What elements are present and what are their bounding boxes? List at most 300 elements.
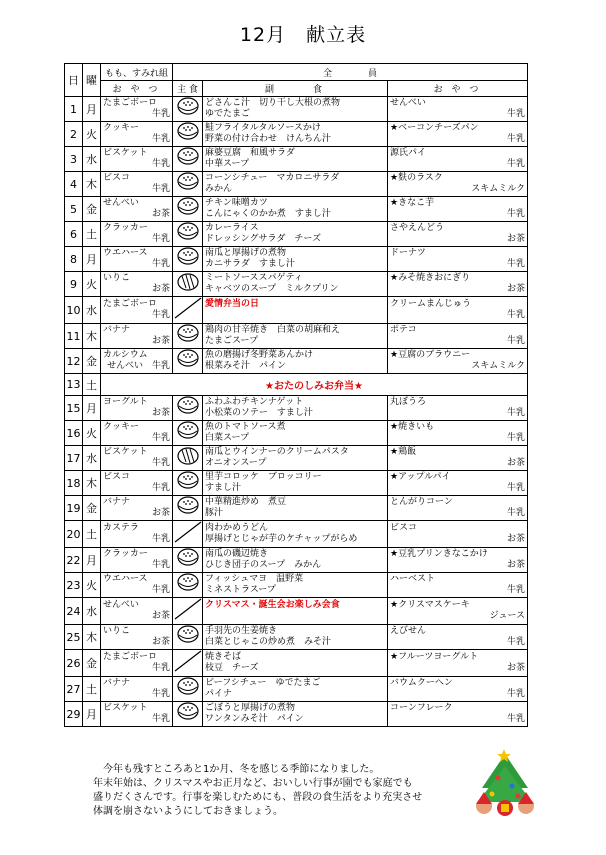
snack-item: カステラ xyxy=(103,523,139,533)
snack-drink: 牛乳 xyxy=(151,159,170,169)
afternoon-snack-cell xyxy=(388,446,528,471)
side-dish-cell xyxy=(203,496,388,521)
snack-cell xyxy=(101,97,173,122)
staple-icon-cell xyxy=(173,573,203,598)
afternoon-snack-drink: 牛乳 xyxy=(507,637,526,647)
side-dish-line xyxy=(203,611,387,622)
table-row xyxy=(65,147,528,172)
afternoon-snack-drink: お茶 xyxy=(507,284,526,294)
side-dish-line: こんにゃくのかか煮 すまし汁 xyxy=(205,209,331,219)
afternoon-snack-drink: 牛乳 xyxy=(507,159,526,169)
day-cell: 8 xyxy=(65,247,83,272)
table-row xyxy=(65,324,528,349)
weekday-cell: 土 xyxy=(83,222,101,247)
snack-drink: 牛乳 xyxy=(151,585,170,595)
afternoon-snack-cell xyxy=(388,677,528,702)
day-cell: 19 xyxy=(65,496,83,521)
diagonal-slash-icon xyxy=(173,521,203,543)
rice-bowl-icon xyxy=(176,625,200,645)
weekday-cell: 金 xyxy=(83,197,101,222)
table-row xyxy=(65,625,528,650)
staple-icon-cell xyxy=(173,521,203,548)
side-dish-line: ひじき団子のスープ みかん xyxy=(205,560,322,570)
weekday-cell: 土 xyxy=(83,677,101,702)
weekday-cell: 金 xyxy=(83,650,101,677)
staple-icon-cell xyxy=(173,172,203,197)
side-dish-line: ミネストラスープ xyxy=(205,585,276,595)
afternoon-snack-drink: 牛乳 xyxy=(507,585,526,595)
afternoon-snack-drink: お茶 xyxy=(507,534,526,544)
afternoon-snack-cell xyxy=(388,324,528,349)
staple-icon-cell xyxy=(173,650,203,677)
afternoon-snack-drink: 牛乳 xyxy=(507,209,526,219)
day-cell: 20 xyxy=(65,521,83,548)
day-cell: 17 xyxy=(65,446,83,471)
side-dish-cell xyxy=(203,702,388,727)
side-dish-cell xyxy=(203,222,388,247)
weekday-cell: 水 xyxy=(83,147,101,172)
snack-cell xyxy=(101,521,173,548)
snack-cell xyxy=(101,197,173,222)
day-cell: 12 xyxy=(65,349,83,374)
afternoon-snack-item: ★フルーツヨーグルト xyxy=(390,652,479,662)
weekday-cell: 水 xyxy=(83,446,101,471)
weekday-cell: 火 xyxy=(83,122,101,147)
header-shushoku: 主 食 xyxy=(173,81,203,97)
rice-bowl-icon xyxy=(176,471,200,491)
side-dish-line: 南瓜の磯辺焼き xyxy=(205,549,269,559)
rice-bowl-icon xyxy=(176,172,200,192)
side-dish-line: キャベツのスープ ミルクプリン xyxy=(205,284,339,294)
snack-drink: 牛乳 xyxy=(151,234,170,244)
snack-item: バナナ xyxy=(103,678,131,688)
table-row xyxy=(65,548,528,573)
snack-item: ウエハース xyxy=(103,574,148,584)
rice-bowl-icon xyxy=(176,97,200,117)
staple-icon-cell xyxy=(173,677,203,702)
snack-item: せんべい xyxy=(103,198,139,208)
afternoon-snack-drink: スキムミルク xyxy=(471,184,526,194)
side-dish-line: ごぼうと厚揚げの煮物 xyxy=(205,703,296,713)
side-dish-line: 小松菜のソテー すまし汁 xyxy=(205,408,313,418)
weekday-cell: 木 xyxy=(83,324,101,349)
snack-cell xyxy=(101,247,173,272)
snack-drink: 牛乳 xyxy=(151,134,170,144)
snack-item: ウエハース xyxy=(103,248,148,258)
afternoon-snack-cell xyxy=(388,197,528,222)
side-dish-line: 枝豆 チーズ xyxy=(205,663,259,673)
snack-item: いりこ xyxy=(103,273,131,283)
rice-bowl-icon xyxy=(176,349,200,369)
side-dish-cell xyxy=(203,677,388,702)
snack-drink: お茶 xyxy=(151,508,170,518)
snack-drink: 牛乳 xyxy=(151,714,170,724)
rice-bowl-icon xyxy=(176,702,200,722)
side-dish-line: 厚揚げとじゃが芋のケチャップがらめ xyxy=(205,534,358,544)
afternoon-snack-drink: 牛乳 xyxy=(507,336,526,346)
rice-bowl-icon xyxy=(176,247,200,267)
side-dish-line: 豚汁 xyxy=(205,508,224,518)
side-dish-line xyxy=(203,310,387,321)
notes xyxy=(93,763,422,819)
side-dish-cell xyxy=(203,122,388,147)
day-cell: 5 xyxy=(65,197,83,222)
side-dish-line: カレーライス xyxy=(205,223,259,233)
note-line: 今年も残すところあと1か月、冬を感じる季節になりました。 xyxy=(93,764,380,775)
table-row xyxy=(65,598,528,625)
snack-item: ビスコ xyxy=(103,472,131,482)
table-row xyxy=(65,677,528,702)
side-dish-line: コーンシチュー マカロニサラダ xyxy=(205,173,340,183)
snack-drink: 牛乳 xyxy=(151,310,170,320)
rice-bowl-icon xyxy=(176,396,200,416)
snack-drink: 牛乳 xyxy=(151,109,170,119)
snack-item: たまごボーロ xyxy=(103,652,158,662)
side-dish-cell xyxy=(203,625,388,650)
rice-bowl-icon xyxy=(176,222,200,242)
afternoon-snack-drink: スキムミルク xyxy=(471,361,526,371)
snack-cell xyxy=(101,324,173,349)
side-dish-cell xyxy=(203,598,388,625)
side-dish-line: カニサラダ すまし汁 xyxy=(205,259,295,269)
snack-cell xyxy=(101,122,173,147)
table-row xyxy=(65,349,528,374)
snack-cell xyxy=(101,349,173,374)
weekday-cell: 月 xyxy=(83,247,101,272)
table-row xyxy=(65,297,528,324)
table-row xyxy=(65,421,528,446)
afternoon-snack-item: ポテコ xyxy=(390,325,417,335)
snack-item: バナナ xyxy=(103,325,131,335)
weekday-cell: 月 xyxy=(83,548,101,573)
afternoon-snack-cell xyxy=(388,496,528,521)
side-dish-line: オニオンスープ xyxy=(205,458,267,468)
table-row xyxy=(65,272,528,297)
side-dish-cell xyxy=(203,324,388,349)
afternoon-snack-item: ★クリスマスケーキ xyxy=(390,600,470,610)
afternoon-snack-cell xyxy=(388,650,528,677)
side-dish-line: 南瓜とウインナーのクリームパスタ xyxy=(205,447,349,457)
day-cell: 9 xyxy=(65,272,83,297)
side-dish-cell xyxy=(203,272,388,297)
afternoon-snack-item: ★きなこ芋 xyxy=(390,198,435,208)
snack-cell xyxy=(101,147,173,172)
staple-icon-cell xyxy=(173,247,203,272)
snack-cell xyxy=(101,297,173,324)
weekday-cell: 木 xyxy=(83,172,101,197)
snack-item: カルシウム xyxy=(103,350,148,360)
afternoon-snack-item: ★みそ焼きおにぎり xyxy=(390,273,471,283)
snack-drink: お茶 xyxy=(151,336,170,346)
afternoon-snack-drink: お茶 xyxy=(507,458,526,468)
rice-bowl-icon xyxy=(176,573,200,593)
snack-cell xyxy=(101,421,173,446)
weekday-cell: 水 xyxy=(83,598,101,625)
side-dish-cell xyxy=(203,446,388,471)
snack-drink: 牛乳 xyxy=(151,458,170,468)
header-classes: もも、すみれ組 xyxy=(101,64,173,81)
snack-cell xyxy=(101,677,173,702)
side-dish-line: 南瓜と厚揚げの煮物 xyxy=(205,248,287,258)
weekday-cell: 土 xyxy=(83,374,101,396)
afternoon-snack-drink: ジュース xyxy=(489,611,526,621)
snack-cell xyxy=(101,548,173,573)
side-dish-cell xyxy=(203,147,388,172)
side-dish-line: すまし汁 xyxy=(205,483,242,493)
side-dish-cell xyxy=(203,471,388,496)
weekday-cell: 金 xyxy=(83,496,101,521)
staple-icon-cell xyxy=(173,598,203,625)
bread-icon xyxy=(176,272,200,292)
side-dish-line: ワンタンみそ汁 パイン xyxy=(205,714,304,724)
afternoon-snack-item: せんべい xyxy=(390,98,426,108)
snack-item: せんべい xyxy=(103,600,139,610)
weekday-cell: 火 xyxy=(83,573,101,598)
day-cell: 24 xyxy=(65,598,83,625)
snack-cell xyxy=(101,172,173,197)
bread-icon xyxy=(176,446,200,466)
weekday-cell: 火 xyxy=(83,421,101,446)
afternoon-snack-drink: 牛乳 xyxy=(507,109,526,119)
side-dish-line: 白菜スープ xyxy=(205,433,250,443)
side-dish-line: 愛情弁当の日 xyxy=(205,299,260,309)
snack-drink: お茶 xyxy=(151,284,170,294)
afternoon-snack-cell xyxy=(388,421,528,446)
day-cell: 15 xyxy=(65,396,83,421)
staple-icon-cell xyxy=(173,396,203,421)
staple-icon-cell xyxy=(173,147,203,172)
afternoon-snack-item: ★焼きいも xyxy=(390,422,435,432)
afternoon-snack-cell xyxy=(388,625,528,650)
page-title: 12月 献立表 xyxy=(239,24,367,46)
side-dish-line: 手羽先の生姜焼き xyxy=(205,626,278,636)
afternoon-snack-cell xyxy=(388,598,528,625)
snack-drink: 牛乳 xyxy=(151,534,170,544)
snack-drink: 牛乳 xyxy=(151,663,170,673)
snack-drink: 牛乳 xyxy=(151,259,170,269)
afternoon-snack-cell xyxy=(388,349,528,374)
afternoon-snack-item: ビスコ xyxy=(390,523,418,533)
snack-cell xyxy=(101,573,173,598)
snack-drink: 牛乳 xyxy=(151,689,170,699)
snack-item: クッキー xyxy=(103,123,140,133)
snack-drink: お茶 xyxy=(151,408,170,418)
afternoon-snack-drink: 牛乳 xyxy=(507,508,526,518)
day-cell: 18 xyxy=(65,471,83,496)
day-cell: 25 xyxy=(65,625,83,650)
afternoon-snack-item: ドーナツ xyxy=(390,248,426,258)
side-dish-cell xyxy=(203,172,388,197)
afternoon-snack-item: 源氏パイ xyxy=(390,148,427,158)
side-dish-cell xyxy=(203,548,388,573)
side-dish-line: ドレッシングサラダ チーズ xyxy=(205,234,321,244)
snack-cell xyxy=(101,598,173,625)
table-row xyxy=(65,521,528,548)
afternoon-snack-item: ★豆乳プリンきなこかけ xyxy=(390,549,488,559)
side-dish-line: 中華精進炒め 煮豆 xyxy=(205,497,287,507)
day-cell: 1 xyxy=(65,97,83,122)
side-dish-line: 根菜みそ汁 パイン xyxy=(205,361,287,371)
weekday-cell: 月 xyxy=(83,97,101,122)
rice-bowl-icon xyxy=(176,677,200,697)
afternoon-snack-cell xyxy=(388,521,528,548)
afternoon-snack-item: ★ベーコンチーズパン xyxy=(390,123,479,133)
weekday-cell: 月 xyxy=(83,396,101,421)
side-dish-line: 肉わかめうどん xyxy=(205,523,269,533)
rice-bowl-icon xyxy=(176,197,200,217)
rice-bowl-icon xyxy=(176,324,200,344)
header-day: 日 xyxy=(65,64,83,97)
snack-item: クラッカー xyxy=(103,223,148,233)
rice-bowl-icon xyxy=(176,421,200,441)
christmas-tree-illustration xyxy=(470,748,540,818)
snack-drink: 牛乳 xyxy=(151,184,170,194)
afternoon-snack-cell xyxy=(388,548,528,573)
afternoon-snack-drink: お茶 xyxy=(507,560,526,570)
table-row xyxy=(65,172,528,197)
side-dish-cell xyxy=(203,521,388,548)
snack-item: クラッカー xyxy=(103,549,148,559)
afternoon-snack-cell xyxy=(388,122,528,147)
staple-icon-cell xyxy=(173,446,203,471)
weekday-cell: 火 xyxy=(83,272,101,297)
snack-item: たまごボーロ xyxy=(103,98,158,108)
snack-item: ビスケット xyxy=(103,148,148,158)
staple-icon-cell xyxy=(173,97,203,122)
table-row xyxy=(65,702,528,727)
side-dish-line: ビーフシチュー ゆでたまご xyxy=(205,678,321,688)
snack-cell xyxy=(101,496,173,521)
day-cell: 29 xyxy=(65,702,83,727)
side-dish-line: 里芋コロッケ ブロッコリー xyxy=(205,472,322,482)
day-cell: 27 xyxy=(65,677,83,702)
side-dish-line: 鶏肉の甘辛焼き 白菜の胡麻和え xyxy=(205,325,341,335)
afternoon-snack-drink: 牛乳 xyxy=(507,433,526,443)
side-dish-cell xyxy=(203,396,388,421)
side-dish-cell xyxy=(203,97,388,122)
staple-icon-cell xyxy=(173,197,203,222)
side-dish-line: どさんこ汁 切り干し大根の煮物 xyxy=(205,98,341,108)
rice-bowl-icon xyxy=(176,496,200,516)
rice-bowl-icon xyxy=(176,122,200,142)
snack-cell xyxy=(101,625,173,650)
afternoon-snack-drink: 牛乳 xyxy=(507,714,526,724)
table-row xyxy=(65,471,528,496)
staple-icon-cell xyxy=(173,222,203,247)
staple-icon-cell xyxy=(173,625,203,650)
day-cell: 26 xyxy=(65,650,83,677)
header-weekday: 曜 xyxy=(83,64,101,97)
table-row xyxy=(65,650,528,677)
afternoon-snack-item: ★麩のラスク xyxy=(390,173,443,183)
staple-icon-cell xyxy=(173,496,203,521)
afternoon-snack-drink: 牛乳 xyxy=(507,408,526,418)
special-event-cell: ★おたのしみお弁当★ xyxy=(101,374,528,396)
diagonal-slash-icon xyxy=(173,297,203,319)
header-all: 全 員 xyxy=(173,64,528,81)
afternoon-snack-item: さやえんどう xyxy=(390,223,445,233)
table-row xyxy=(65,247,528,272)
table-row xyxy=(65,374,528,396)
weekday-cell: 木 xyxy=(83,625,101,650)
afternoon-snack-item: ★アップルパイ xyxy=(390,472,451,482)
weekday-cell: 金 xyxy=(83,349,101,374)
side-dish-cell xyxy=(203,197,388,222)
rice-bowl-icon xyxy=(176,147,200,167)
table-row xyxy=(65,446,528,471)
snack-drink: お茶 xyxy=(151,611,170,621)
staple-icon-cell xyxy=(173,471,203,496)
afternoon-snack-item: ハーベスト xyxy=(390,574,436,584)
afternoon-snack-item: クリームまんじゅう xyxy=(390,299,472,309)
afternoon-snack-cell xyxy=(388,172,528,197)
afternoon-snack-cell xyxy=(388,396,528,421)
table-row xyxy=(65,197,528,222)
snack-item: ヨーグルト xyxy=(103,397,148,407)
snack-item: たまごボーロ xyxy=(103,299,158,309)
snack-item: バナナ xyxy=(103,497,131,507)
day-cell: 16 xyxy=(65,421,83,446)
snack-cell xyxy=(101,650,173,677)
side-dish-cell xyxy=(203,421,388,446)
snack-item: ビスケット xyxy=(103,447,148,457)
afternoon-snack-drink: 牛乳 xyxy=(507,689,526,699)
snack-drink: お茶 xyxy=(151,209,170,219)
table-row xyxy=(65,97,528,122)
staple-icon-cell xyxy=(173,421,203,446)
header-oyatsu-all: お や つ xyxy=(388,81,528,97)
side-dish-line: 焼きそば xyxy=(205,652,242,662)
snack-drink: 牛乳 xyxy=(151,433,170,443)
afternoon-snack-drink: 牛乳 xyxy=(507,310,526,320)
snack-cell xyxy=(101,396,173,421)
afternoon-snack-drink: お茶 xyxy=(507,234,526,244)
side-dish-line: 野菜の付け合わせ けんちん汁 xyxy=(205,134,332,144)
staple-icon-cell xyxy=(173,297,203,324)
day-cell: 3 xyxy=(65,147,83,172)
afternoon-snack-item: 丸ぼうろ xyxy=(390,397,427,407)
afternoon-snack-cell xyxy=(388,272,528,297)
day-cell: 22 xyxy=(65,548,83,573)
afternoon-snack-drink: お茶 xyxy=(507,663,526,673)
afternoon-snack-cell xyxy=(388,702,528,727)
side-dish-cell xyxy=(203,297,388,324)
side-dish-cell xyxy=(203,573,388,598)
day-cell: 10 xyxy=(65,297,83,324)
day-cell: 13 xyxy=(65,374,83,396)
afternoon-snack-cell xyxy=(388,297,528,324)
afternoon-snack-item: ★鶏飯 xyxy=(390,447,417,457)
menu-table xyxy=(64,63,528,727)
day-cell: 11 xyxy=(65,324,83,349)
afternoon-snack-cell xyxy=(388,147,528,172)
side-dish-line: フィッシュマヨ 温野菜 xyxy=(205,574,304,584)
note-line: 盛りだくさんです。行事を楽しむためにも、普段の食生活をより充実させ xyxy=(93,792,423,803)
table-row xyxy=(65,396,528,421)
side-dish-line: ふわふわチキンナゲット xyxy=(205,397,304,407)
day-cell: 4 xyxy=(65,172,83,197)
snack-cell xyxy=(101,702,173,727)
diagonal-slash-icon xyxy=(173,650,203,672)
staple-icon-cell xyxy=(173,548,203,573)
weekday-cell: 土 xyxy=(83,521,101,548)
afternoon-snack-item: えびせん xyxy=(390,626,427,636)
side-dish-line: 魚のトマトソース煮 xyxy=(205,422,286,432)
afternoon-snack-item: とんがりコーン xyxy=(390,497,453,507)
snack-cell xyxy=(101,471,173,496)
snack-item: ビスケット xyxy=(103,703,148,713)
afternoon-snack-cell xyxy=(388,471,528,496)
